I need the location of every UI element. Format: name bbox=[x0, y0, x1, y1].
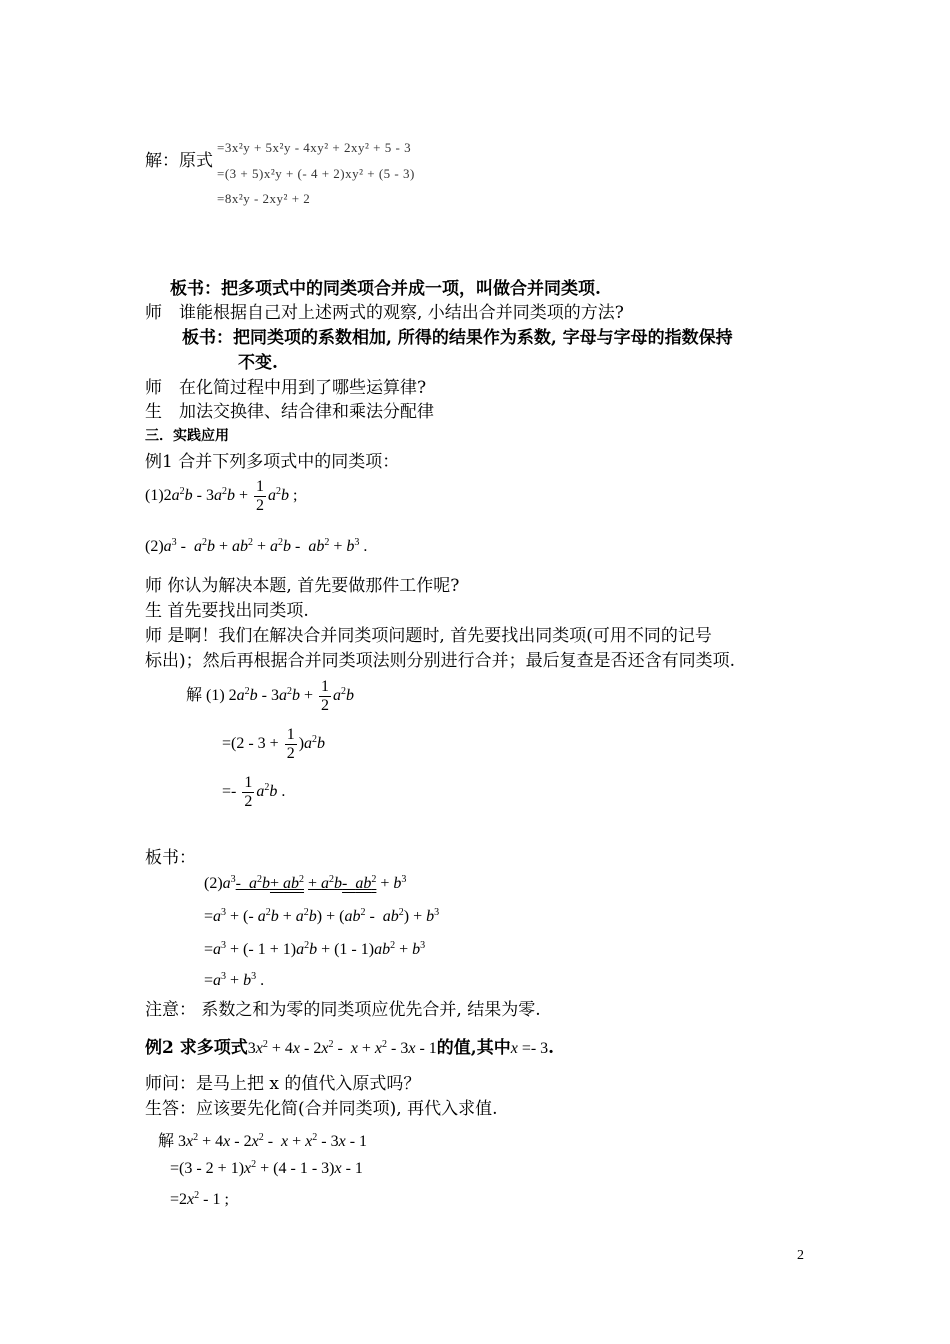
example2-end: . bbox=[548, 1038, 555, 1058]
board-rule-combine: 板书：把多项式中的同类项合并成一项，叫做合并同类项. bbox=[170, 279, 601, 299]
solution1-line-2: =(2 - 3 + $\frac{1}{2}$ )$a^2b$ bbox=[222, 726, 326, 762]
solution2-line-1: $(2)a^3-$ $a^2b+ ab^2 + a^2b-$ $ab^2 + b^3$ bbox=[204, 874, 407, 892]
example1-problem-2: $(2)a^3 - a^2b + ab^2 + a^2b - ab^2 + b^3$ . bbox=[145, 537, 368, 555]
solution-line-2: =(3 + 5)x²y + (- 4 + 2)xy² + (5 - 3) bbox=[217, 166, 415, 181]
solution-line-3: =8x²y - 2xy² + 2 bbox=[217, 191, 311, 206]
example1-problem-1: $(1)2a^2b - 3a^2b$ + $\frac{1}{2}$ $a^2b$ ; bbox=[145, 478, 298, 514]
teacher-explanation-line-1: 师 是啊！我们在解决合并同类项问题时, 首先要找出同类项(可用不同的记号 bbox=[145, 626, 712, 646]
example2-prefix: 例2 求多项式 bbox=[145, 1038, 248, 1058]
example2-statement: 例2 求多项式$3x^2 + 4x - 2x^2 - x + x^2 - 3x - 1$的值,其中x =- 3. bbox=[145, 1038, 555, 1058]
solution1-line-1: 解 (1) $2a^2b - 3a^2b$ + $\frac{1}{2}$ $a^2b$ bbox=[186, 678, 355, 714]
board-label: 板书： bbox=[145, 848, 196, 868]
solution2-line-2: $=a^3$ + (- $a^2b + a^2b) + (ab^2 - ab^2) + b^3$ bbox=[204, 907, 440, 925]
solution3-line-2: $=(3 - 2 + 1)x^2 + (4 - 1 - 3)x - 1$ bbox=[170, 1159, 363, 1177]
solution1-label: 解 (1) bbox=[186, 687, 229, 705]
section-heading: 三．实践应用 bbox=[145, 428, 229, 444]
solution-line-1: =3x²y + 5x²y - 4xy² + 2xy² + 5 - 3 bbox=[217, 140, 412, 155]
solution3-line-1: 解 $3x^2 + 4x - 2x^2 - x + x^2 - 3x - 1$ bbox=[158, 1132, 368, 1150]
solution2-line-3: $=a^3$ + (- $1 + 1)a^2b + (1 - 1)ab^2 + b^3$ bbox=[204, 940, 426, 958]
example2-mid: 的值,其中 bbox=[436, 1038, 511, 1058]
note-zero-coefficient: 注意： 系数之和为零的同类项应优先合并, 结果为零. bbox=[145, 1000, 541, 1020]
solution2-line-4: $=a^3 + b^3$ . bbox=[204, 971, 265, 989]
student-answer-first-step: 生 首先要找出同类项. bbox=[145, 601, 309, 621]
teacher-explanation-line-2: 标出)；然后再根据合并同类项法则分别进行合并；最后复查是否还含有同类项. bbox=[145, 651, 736, 671]
page-number: 2 bbox=[797, 1248, 804, 1263]
teacher-question-method: 师 谁能根据自己对上述两式的观察, 小结出合并同类项的方法? bbox=[145, 303, 624, 323]
teacher-question-substitute: 师问：是马上把 x 的值代入原式吗？ bbox=[145, 1074, 421, 1094]
solution1-line-3: =- $\frac{1}{2}$ $a^2b$ . bbox=[222, 774, 286, 810]
board-rule-method-line-2: 不变. bbox=[238, 353, 278, 373]
solution3-line-3: $=2x^2 - 1$ ; bbox=[170, 1190, 229, 1208]
student-answer-laws: 生 加法交换律、结合律和乘法分配律 bbox=[145, 402, 434, 422]
board-rule-method-line-1: 板书：把同类项的系数相加, 所得的结果作为系数, 字母与字母的指数保持 bbox=[182, 328, 733, 348]
solution3-label: 解 bbox=[158, 1133, 179, 1150]
teacher-question-first-step: 师 你认为解决本题, 首先要做那件工作呢? bbox=[145, 576, 460, 596]
solution-label: 解：原式 bbox=[145, 151, 213, 171]
example1-title: 例1 合并下列多项式中的同类项： bbox=[145, 452, 400, 472]
teacher-question-laws: 师 在化简过程中用到了哪些运算律? bbox=[145, 378, 427, 398]
student-answer-simplify: 生答：应该要先化简(合并同类项), 再代入求值. bbox=[145, 1099, 498, 1119]
